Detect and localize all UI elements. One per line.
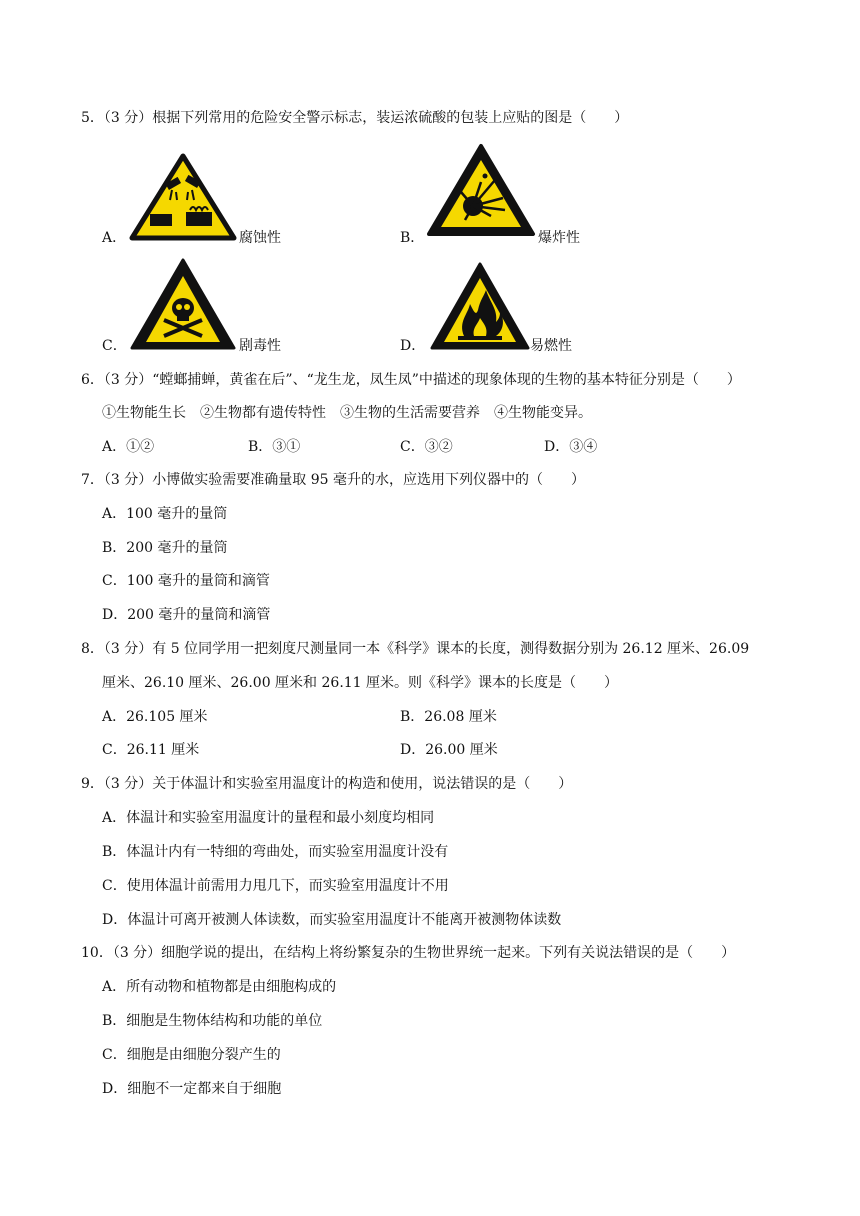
option-a-label: 腐蚀性 — [239, 230, 281, 246]
question-8-stem-line1: 8．（3 分）有 5 位同学用一把刻度尺测量同一本《科学》课本的长度，测得数据分别为 26.12 厘米、26.09 — [81, 641, 750, 657]
q9-option-a: A．体温计和实验室用温度计的量程和最小刻度均相同 — [102, 810, 435, 826]
option-b-letter: B． — [400, 230, 425, 246]
q6-option-d: D．③④ — [544, 439, 598, 455]
q8-option-d: D．26.00 厘米 — [400, 742, 498, 758]
option-d-letter: D． — [400, 338, 426, 354]
q10-option-b: B．细胞是生物体结构和功能的单位 — [102, 1013, 323, 1029]
option-c-label: 剧毒性 — [239, 338, 281, 354]
question-6-stem: 6．（3 分）“螳螂捕蝉，黄雀在后”、“龙生龙，凤生凤”中描述的现象体现的生物的基本特征分别是（ ） — [81, 372, 741, 388]
q7-option-d: D．200 毫升的量筒和滴管 — [102, 607, 271, 623]
question-8-stem-line2: 厘米、26.10 厘米、26.00 厘米和 26.11 厘米。则《科学》课本的长度是（ ） — [102, 675, 619, 691]
q10-option-d: D．细胞不一定都来自于细胞 — [102, 1081, 282, 1097]
question-10-stem: 10．（3 分）细胞学说的提出，在结构上将纷繁复杂的生物世界统一起来。下列有关说法错误的是（ ） — [81, 945, 736, 961]
q8-option-b: B．26.08 厘米 — [400, 709, 497, 725]
q7-option-b: B．200 毫升的量筒 — [102, 540, 228, 556]
q6-option-c: C．③② — [400, 439, 453, 455]
option-d-label: 易燃性 — [530, 338, 572, 354]
question-6-statements: ①生物能生长 ②生物都有遗传特性 ③生物的生活需要营养 ④生物能变异。 — [102, 405, 592, 421]
corrosive-sign-icon — [128, 152, 238, 242]
question-7-stem: 7．（3 分）小博做实验需要准确量取 95 毫升的水，应选用下列仪器中的（ ） — [81, 472, 585, 488]
q6-option-a: A．①② — [102, 439, 155, 455]
toxic-sign-icon — [128, 256, 238, 352]
question-9-stem: 9．（3 分）关于体温计和实验室用温度计的构造和使用，说法错误的是（ ） — [81, 776, 573, 792]
q8-option-a: A．26.105 厘米 — [102, 709, 208, 725]
option-b-label: 爆炸性 — [538, 230, 580, 246]
option-c-letter: C． — [102, 338, 127, 354]
q9-option-b: B．体温计内有一特细的弯曲处，而实验室用温度计没有 — [102, 844, 449, 860]
question-5-stem: 5．（3 分）根据下列常用的危险安全警示标志，装运浓硫酸的包装上应贴的图是（ ） — [81, 110, 629, 126]
flammable-sign-icon — [428, 260, 532, 352]
q7-option-c: C．100 毫升的量筒和滴管 — [102, 573, 270, 589]
q9-option-d: D．体温计可离开被测人体读数，而实验室用温度计不能离开被测物体读数 — [102, 912, 562, 928]
q10-option-c: C．细胞是由细胞分裂产生的 — [102, 1047, 281, 1063]
q7-option-a: A．100 毫升的量筒 — [102, 506, 228, 522]
q8-option-c: C．26.11 厘米 — [102, 742, 200, 758]
q6-option-b: B．③① — [248, 439, 301, 455]
option-a-letter: A． — [102, 230, 127, 246]
q9-option-c: C．使用体温计前需用力甩几下，而实验室用温度计不用 — [102, 878, 449, 894]
q10-option-a: A．所有动物和植物都是由细胞构成的 — [102, 979, 337, 995]
explosive-sign-icon — [425, 140, 537, 240]
